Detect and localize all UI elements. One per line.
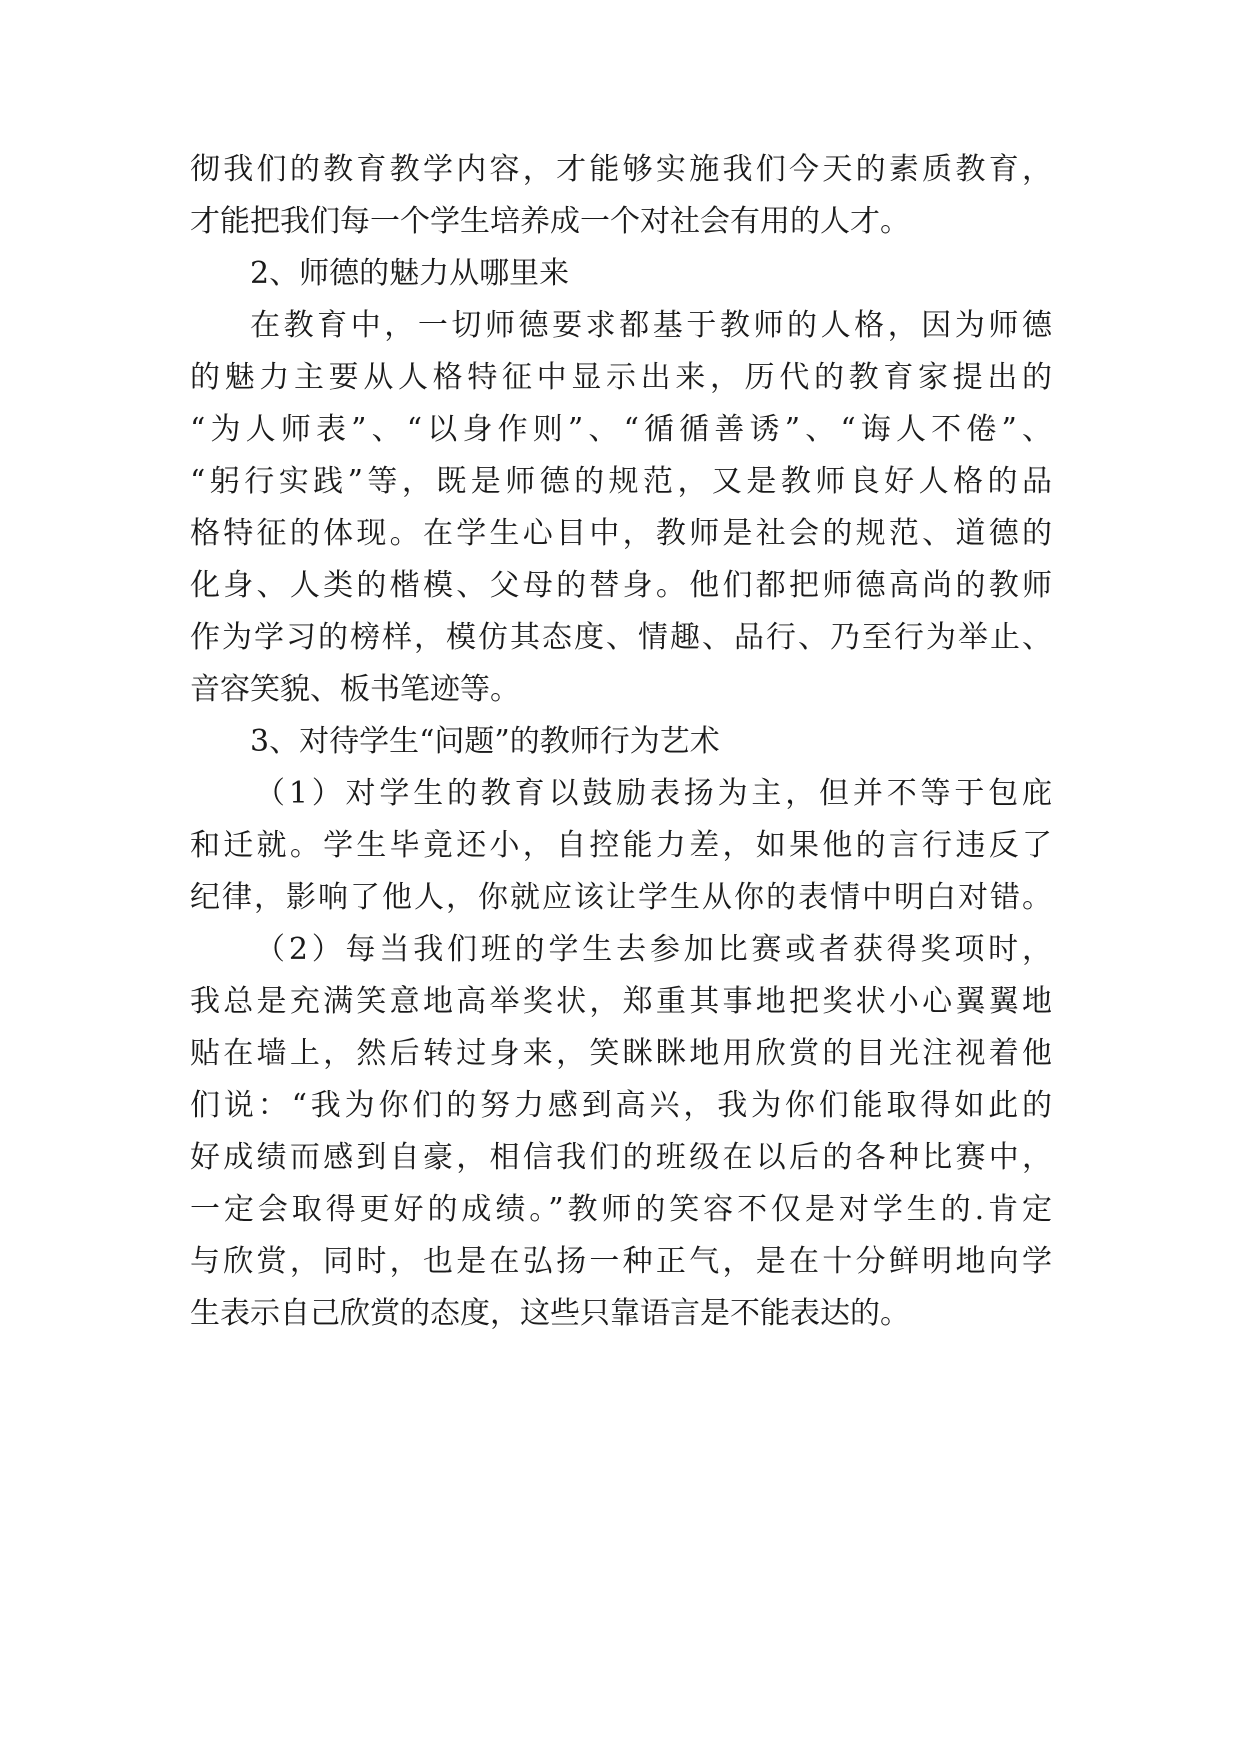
paragraph-line: 与欣赏，同时，也是在弘扬一种正气，是在十分鲜明地向学 bbox=[190, 1244, 1052, 1279]
paragraph-line: 的魅力主要从人格特征中显示出来，历代的教育家提出的 bbox=[190, 360, 1052, 395]
paragraph-line: 们说：“我为你们的努力感到高兴，我为你们能取得如此的 bbox=[190, 1088, 1052, 1123]
paragraph-line: 纪律，影响了他人，你就应该让学生从你的表情中明白对错。 bbox=[190, 880, 1052, 915]
paragraph-line: “躬行实践”等，既是师德的规范，又是教师良好人格的品 bbox=[190, 464, 1052, 499]
paragraph-line: 才能把我们每一个学生培养成一个对社会有用的人才。 bbox=[190, 204, 910, 239]
paragraph-line: 生表示自己欣赏的态度，这些只靠语言是不能表达的。 bbox=[190, 1296, 910, 1331]
paragraph-line: 作为学习的榜样，模仿其态度、情趣、品行、乃至行为举止、 bbox=[190, 620, 1052, 655]
paragraph-line: 化身、人类的楷模、父母的替身。他们都把师德高尚的教师 bbox=[190, 568, 1052, 603]
paragraph-line: （1）对学生的教育以鼓励表扬为主，但并不等于包庇 bbox=[255, 776, 1052, 811]
paragraph-line: （2）每当我们班的学生去参加比赛或者获得奖项时， bbox=[255, 932, 1052, 967]
paragraph-line: 和迁就。学生毕竟还小，自控能力差，如果他的言行违反了 bbox=[190, 828, 1052, 863]
paragraph-line: 我总是充满笑意地高举奖状，郑重其事地把奖状小心翼翼地 bbox=[190, 984, 1052, 1019]
paragraph-line: “为人师表”、“以身作则”、“循循善诱”、“诲人不倦”、 bbox=[190, 412, 1052, 447]
paragraph-line: 贴在墙上，然后转过身来，笑眯眯地用欣赏的目光注视着他 bbox=[190, 1036, 1052, 1071]
paragraph-line: 好成绩而感到自豪，相信我们的班级在以后的各种比赛中， bbox=[190, 1140, 1052, 1175]
paragraph-line: 在教育中，一切师德要求都基于教师的人格，因为师德 bbox=[250, 308, 1052, 343]
paragraph-line: 音容笑貌、板书笔迹等。 bbox=[190, 672, 520, 707]
paragraph-line: 彻我们的教育教学内容，才能够实施我们今天的素质教育， bbox=[190, 152, 1052, 187]
section-heading: 3、对待学生“问题”的教师行为艺术 bbox=[250, 724, 720, 759]
paragraph-line: 一定会取得更好的成绩。”教师的笑容不仅是对学生的.肯定 bbox=[190, 1192, 1052, 1227]
section-heading: 2、师德的魅力从哪里来 bbox=[250, 256, 570, 291]
paragraph-line: 格特征的体现。在学生心目中，教师是社会的规范、道德的 bbox=[190, 516, 1052, 551]
